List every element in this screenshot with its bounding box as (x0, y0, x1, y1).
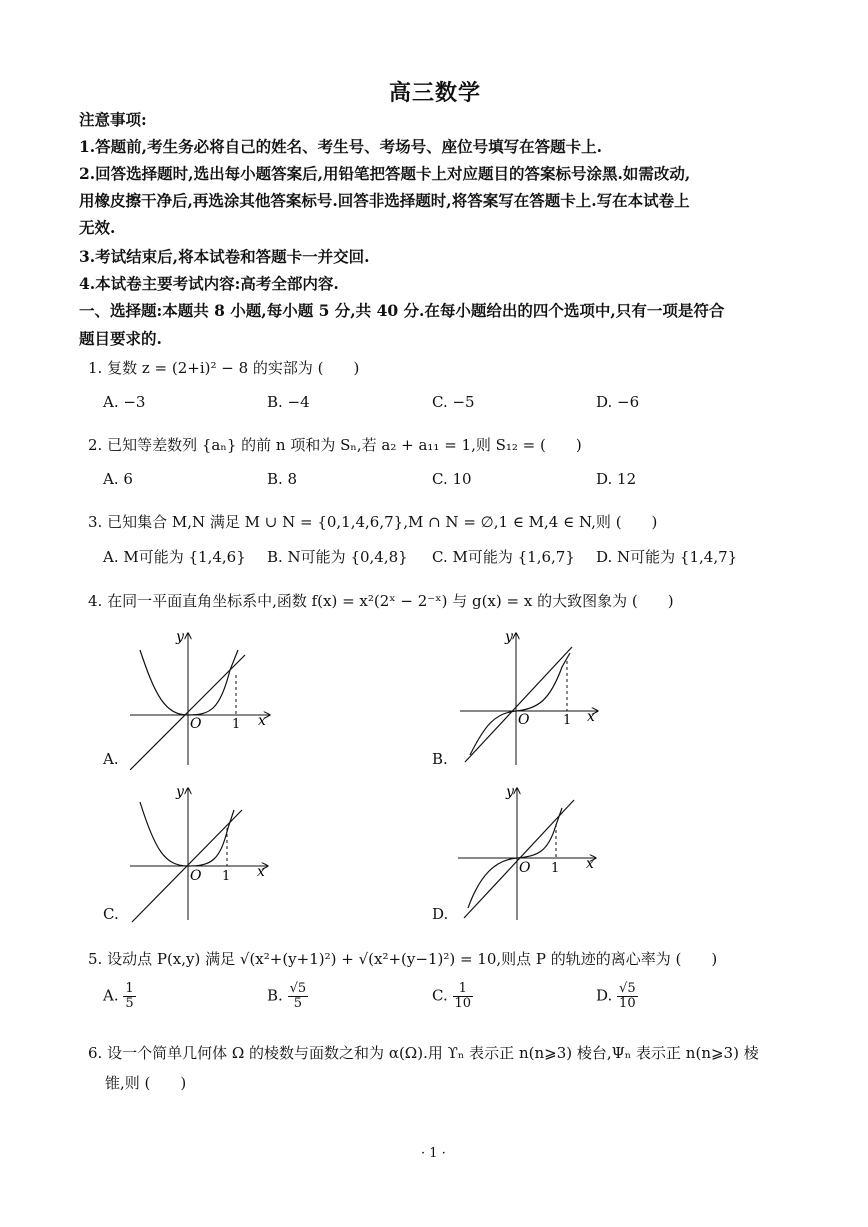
section-heading: 题目要求的. (79, 329, 162, 348)
q1-option-c[interactable]: C. −5 (432, 393, 475, 411)
notice-item: 2.回答选择题时,选出每小题答案后,用铅笔把答题卡上对应题目的答案标号涂黑.如需改动, (79, 164, 691, 183)
origin-label: O (190, 868, 202, 884)
x-label: x (257, 864, 265, 880)
y-label: y (176, 784, 184, 800)
one-label: 1 (232, 717, 241, 732)
q5-option-b[interactable] (267, 982, 308, 1011)
origin-label: O (518, 712, 530, 728)
option-letter: B. (267, 986, 283, 1005)
graph-b[interactable] (450, 625, 620, 770)
y-label: y (506, 784, 514, 800)
q5-option-a[interactable] (103, 982, 136, 1011)
curve-f (140, 802, 234, 866)
question-4: 4. 在同一平面直角坐标系中,函数 f(x) = x²(2ˣ − 2⁻ˣ) 与 g(x) = x 的大致图象为 ( ) (88, 592, 674, 610)
section-heading: 一、选择题:本题共 8 小题,每小题 5 分,共 40 分.在每小题给出的四个选项中,只有一项是符合 (79, 301, 725, 320)
q2-option-c[interactable]: C. 10 (432, 470, 472, 488)
option-letter: D. (596, 986, 613, 1005)
q4-option-c[interactable]: C. (103, 905, 119, 923)
q1-option-b[interactable]: B. −4 (267, 393, 310, 411)
notice-item: 1.答题前,考生务必将自己的姓名、考生号、考场号、座位号填写在答题卡上. (79, 137, 602, 156)
y-label: y (505, 629, 513, 645)
q2-option-b[interactable]: B. 8 (267, 470, 298, 488)
q5-option-d[interactable] (596, 982, 638, 1011)
one-label: 1 (563, 713, 572, 728)
notice-item: 无效. (79, 218, 116, 237)
option-letter: A. (103, 986, 119, 1005)
question-6-cont: 锥,则 ( ) (105, 1074, 187, 1092)
one-label: 1 (551, 861, 560, 876)
line-g (464, 800, 574, 918)
q3-option-d[interactable]: D. N可能为 {1,4,7} (596, 548, 738, 566)
q4-option-b[interactable]: B. (432, 750, 448, 768)
origin-label: O (190, 716, 202, 732)
notice-heading: 注意事项: (79, 110, 147, 129)
q2-option-a[interactable]: A. 6 (103, 470, 133, 488)
one-label: 1 (222, 869, 231, 884)
notice-item: 用橡皮擦干净后,再选涂其他答案标号.回答非选择题时,将答案写在答题卡上.写在本试卷上 (79, 191, 690, 210)
q5-option-c[interactable] (432, 982, 473, 1011)
question-6: 6. 设一个简单几何体 Ω 的棱数与面数之和为 α(Ω).用 ϒₙ 表示正 n(n⩾3) 棱台,Ψₙ 表示正 n(n⩾3) 棱 (88, 1044, 759, 1062)
notice-item: 4.本试卷主要考试内容:高考全部内容. (79, 274, 339, 293)
question-2: 2. 已知等差数列 {aₙ} 的前 n 项和为 Sₙ,若 a₂ + a₁₁ = 1,则 S₁₂ = ( ) (88, 436, 582, 454)
page-title: 高三数学 (389, 80, 482, 106)
x-label: x (586, 856, 594, 872)
q2-option-d[interactable]: D. 12 (596, 470, 637, 488)
y-label: y (176, 629, 184, 645)
q1-option-a[interactable]: A. −3 (103, 393, 146, 411)
fraction: $\frac{√5}{10}$ (619, 981, 636, 1011)
q3-option-a[interactable]: A. M可能为 {1,4,6} (103, 548, 246, 566)
q3-option-b[interactable]: B. N可能为 {0,4,8} (267, 548, 408, 566)
q1-option-d[interactable]: D. −6 (596, 393, 640, 411)
fraction: $\frac{1}{5}$ (125, 981, 134, 1011)
fraction: $\frac{1}{10}$ (454, 981, 472, 1011)
question-5: 5. 设动点 P(x,y) 满足 √(x²+(y+1)²) + √(x²+(y−1)²) = 10,则点 P 的轨迹的离心率为 ( ) (88, 950, 718, 968)
x-label: x (587, 709, 595, 725)
graph-d[interactable] (450, 780, 620, 925)
notice-item: 3.考试结束后,将本试卷和答题卡一并交回. (79, 247, 370, 266)
fraction: $\frac{√5}{5}$ (289, 981, 307, 1011)
q3-option-c[interactable]: C. M可能为 {1,6,7} (432, 548, 575, 566)
option-letter: C. (432, 986, 448, 1005)
origin-label: O (519, 860, 531, 876)
x-label: x (258, 713, 266, 729)
line-g (465, 647, 572, 762)
graph-a[interactable] (120, 625, 290, 770)
question-1: 1. 复数 z = (2+i)² − 8 的实部为 ( ) (88, 359, 360, 377)
curve-f (140, 650, 238, 715)
graph-c[interactable] (120, 780, 290, 925)
page-number: · 1 · (421, 1146, 446, 1161)
q4-option-d[interactable]: D. (432, 905, 449, 923)
q4-option-a[interactable]: A. (103, 750, 119, 768)
question-3: 3. 已知集合 M,N 满足 M ∪ N = {0,1,4,6,7},M ∩ N = ∅,1 ∈ M,4 ∈ N,则 ( ) (88, 513, 658, 531)
